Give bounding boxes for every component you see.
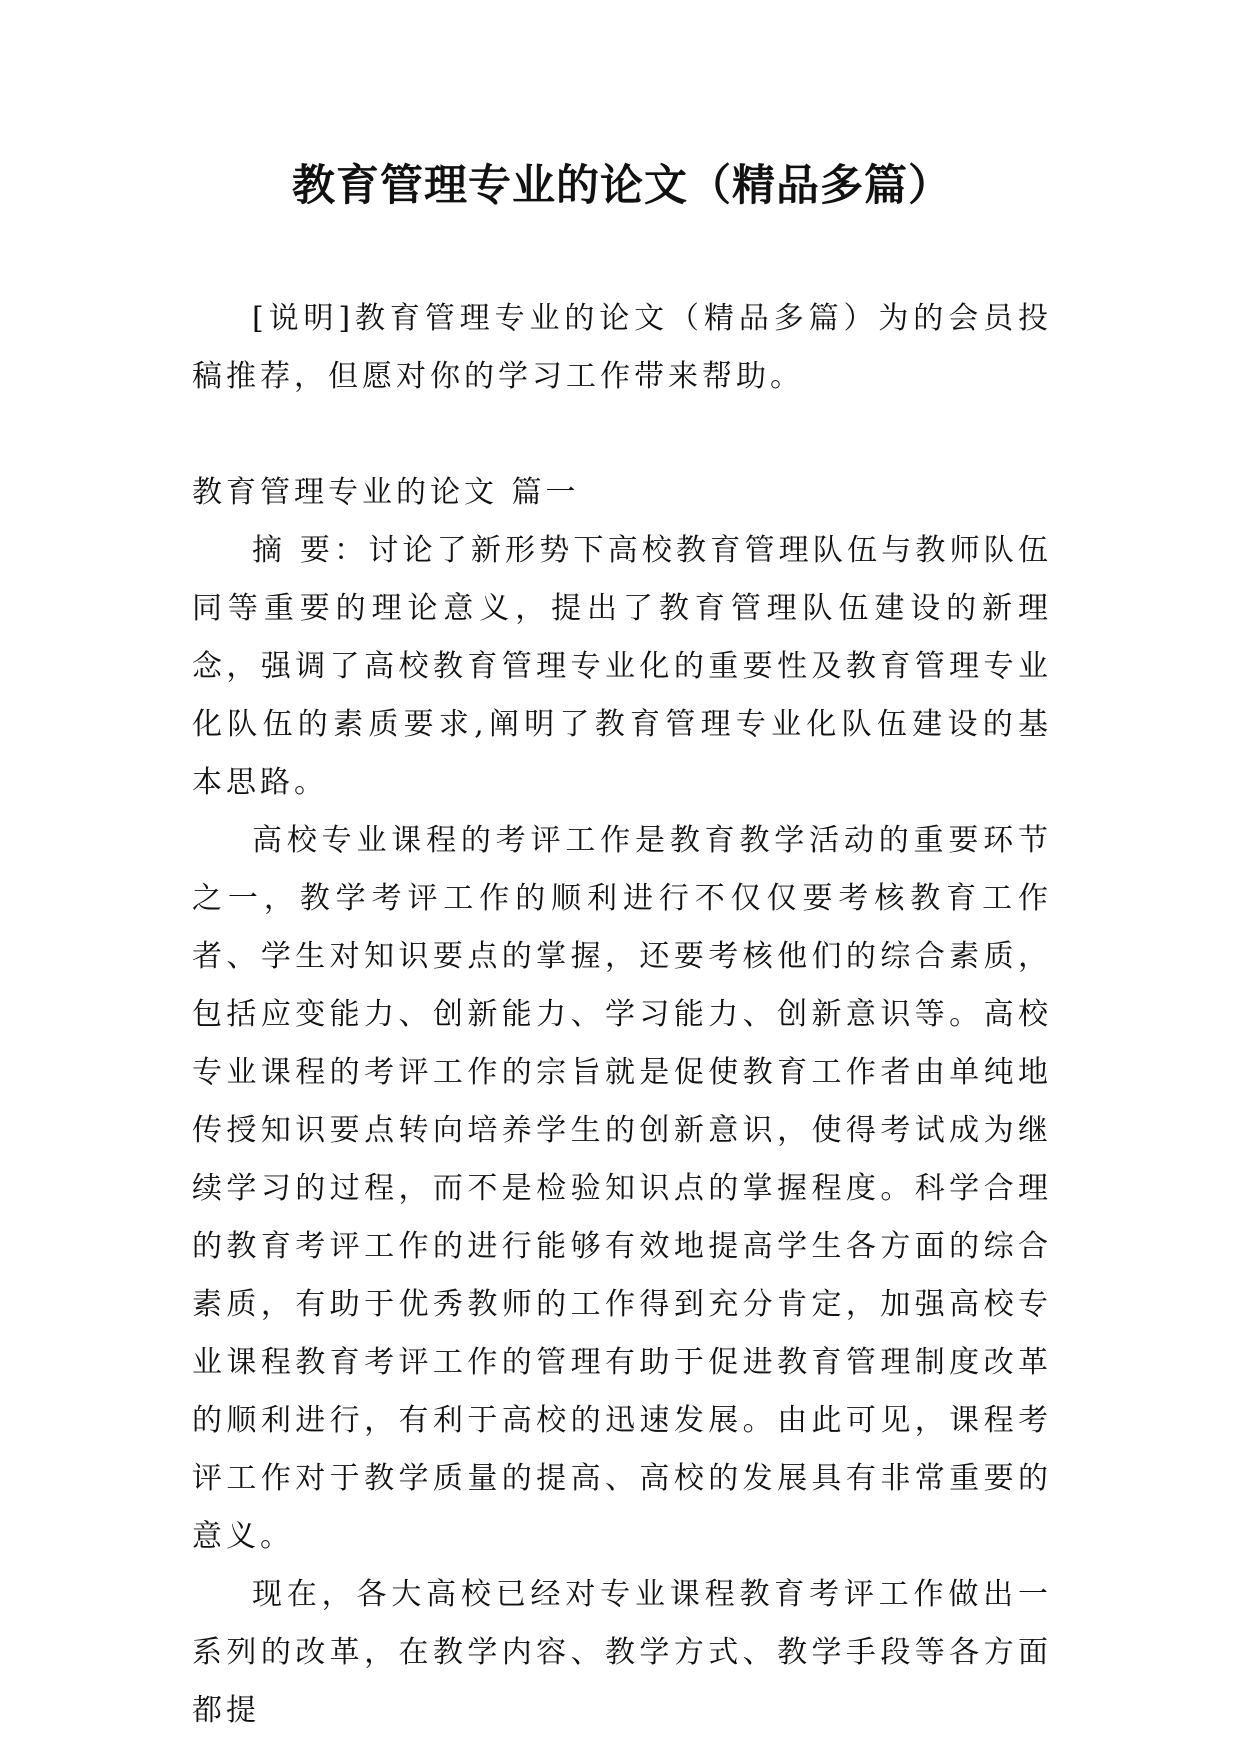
- section-heading: 教育管理专业的论文 篇一: [192, 475, 580, 510]
- intro-paragraph: [说明]教育管理专业的论文（精品多篇）为的会员投稿推荐，但愿对你的学习工作带来帮助。: [192, 301, 1052, 394]
- abstract-paragraph: 摘 要：讨论了新形势下高校教育管理队伍与教师队伍同等重要的理论意义，提出了教育管理队伍建设的新理念，强调了高校教育管理专业化的重要性及教育管理专业化队伍的素质要求,阐明了教育管理专业化队伍建设的基本思路。: [192, 533, 1052, 800]
- document-title: 教育管理专业的论文（精品多篇）: [292, 161, 952, 211]
- body-paragraph: 现在，各大高校已经对专业课程教育考评工作做出一系列的改革，在教学内容、教学方式、教学手段等各方面都提: [192, 1577, 1052, 1728]
- body-paragraph: 高校专业课程的考评工作是教育教学活动的重要环节之一，教学考评工作的顺利进行不仅仅要考核教育工作者、学生对知识要点的掌握，还要考核他们的综合素质，包括应变能力、创新能力、学习能力、创新意识等。高校专业课程的考评工作的宗旨就是促使教育工作者由单纯地传授知识要点转向培养学生的创新意识，使得考试成为继续学习的过程，而不是检验知识点的掌握程度。科学合理的教育考评工作的进行能够有效地提高学生各方面的综合素质，有助于优秀教师的工作得到充分肯定，加强高校专业课程教育考评工作的管理有助于促进教育管理制度改革的顺利进行，有利于高校的迅速发展。由此可见，课程考评工作对于教学质量的提高、高校的发展具有非常重要的意义。: [192, 823, 1052, 1554]
- document-body: [192, 150, 1052, 1740]
